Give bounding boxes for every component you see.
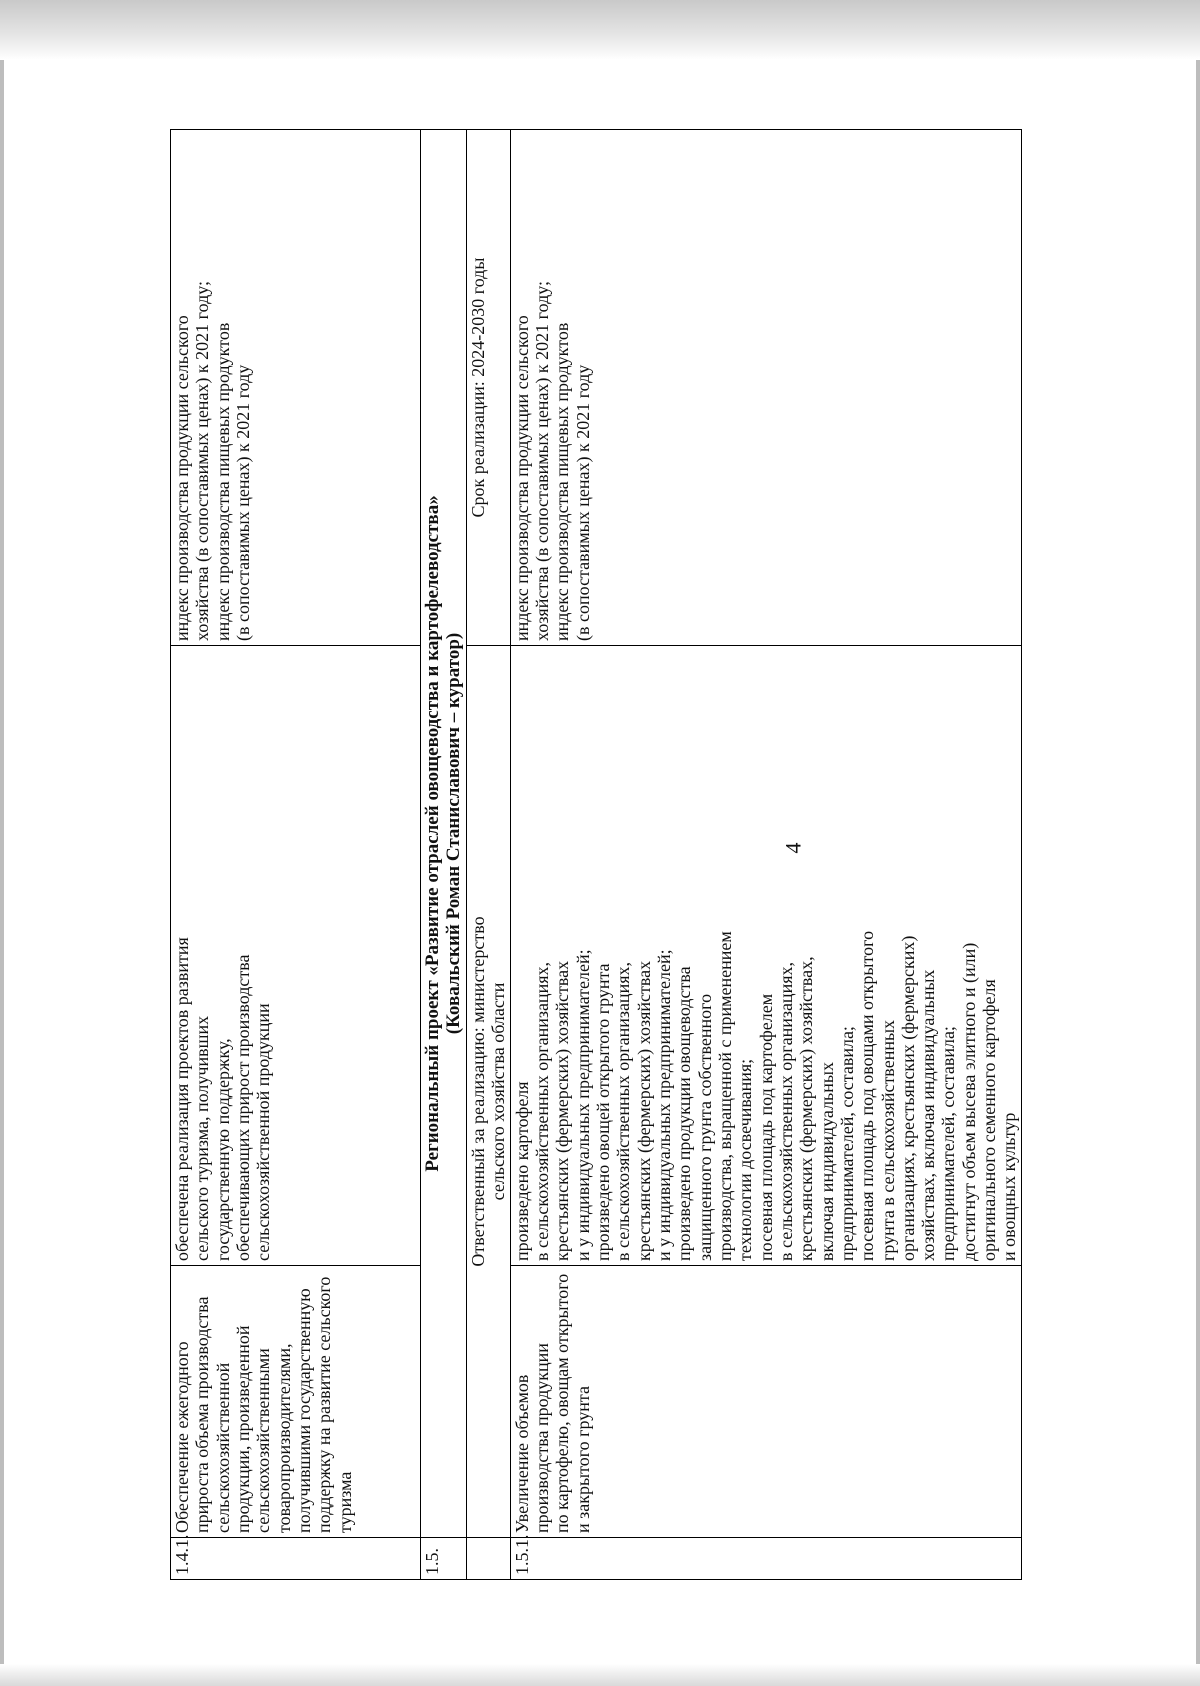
table-row-1-5	[421, 130, 467, 1580]
term-cell: Срок реализации: 2024-2030 годы	[466, 130, 510, 646]
task-cell: Обеспечение ежегодного прироста объема производства сельскохозяйственной продукции, произведенной сельскохозяйственными товаропроизводителями, получившими государственную поддержку на развитие сельского туризма	[171, 1266, 421, 1538]
responsible-cell: Ответственный за реализацию: министерство сельского хозяйства области	[466, 646, 510, 1538]
table-row-1-5-info	[466, 130, 510, 1580]
page-number: 4	[780, 842, 806, 854]
project-title: Региональный проект «Развитие отраслей овощеводства и картофелеводства» (Ковальский Роман Станиславович – куратор)	[421, 130, 467, 1538]
scan-bottom-shadow	[0, 1664, 1200, 1686]
row-number: 1.4.1.	[171, 1538, 421, 1580]
rotated-page-content	[170, 130, 1070, 1580]
task-cell: Увеличение объемов производства продукции по картофелю, овощам открытого и закрытого грунта	[510, 1266, 1021, 1538]
indicator-cell: индекс производства продукции сельского хозяйства (в сопоставимых ценах) к 2021 году; индекс производства пищевых продуктов (в сопоставимых ценах) к 2021 году	[510, 130, 1021, 646]
result-cell: обеспечена реализация проектов развития сельского туризма, получивших государственную поддержку, обеспечивающих прирост производства сельскохозяйственной продукции	[171, 646, 421, 1266]
result-cell: произведено картофеля в сельскохозяйственных организациях, крестьянских (фермерских) хозяйствах и у индивидуальных предпринимателей; произведено овощей открытого грунта в сельскохозяйственных организациях, крестьянских (фермерских) хозяйствах и у индивидуальных предпринимателей; произведено продукции овощеводства защищенного грунта собственного производства, выращенной с применением технологии досвечивания; посевная площадь под картофелем в сельскохозяйственных организациях, крестьянских (фермерских) хозяйствах, включая индивидуальных предпринимателей, составила; посевная площадь под овощами открытого грунта в сельскохозяйственных организациях, крестьянских (фермерских) хозяйствах, включая индивидуальных предпринимателей, составила; достигнут объем высева элитного и (или) оригинального семенного картофеля и овощных культур	[510, 646, 1021, 1266]
scan-right-edge	[1196, 60, 1200, 1664]
row-number: 1.5.1.	[510, 1538, 1021, 1580]
row-number: 1.5.	[421, 1538, 467, 1580]
program-table	[170, 129, 1022, 1580]
table-row-1-5-1	[510, 130, 1021, 1580]
table-row-1-4-1	[171, 130, 421, 1580]
scan-left-edge	[0, 60, 4, 1664]
indicator-cell: индекс производства продукции сельского хозяйства (в сопоставимых ценах) к 2021 году; индекс производства пищевых продуктов (в сопоставимых ценах) к 2021 году	[171, 130, 421, 646]
row-number-empty	[466, 1538, 510, 1580]
scan-top-shadow	[0, 0, 1200, 60]
